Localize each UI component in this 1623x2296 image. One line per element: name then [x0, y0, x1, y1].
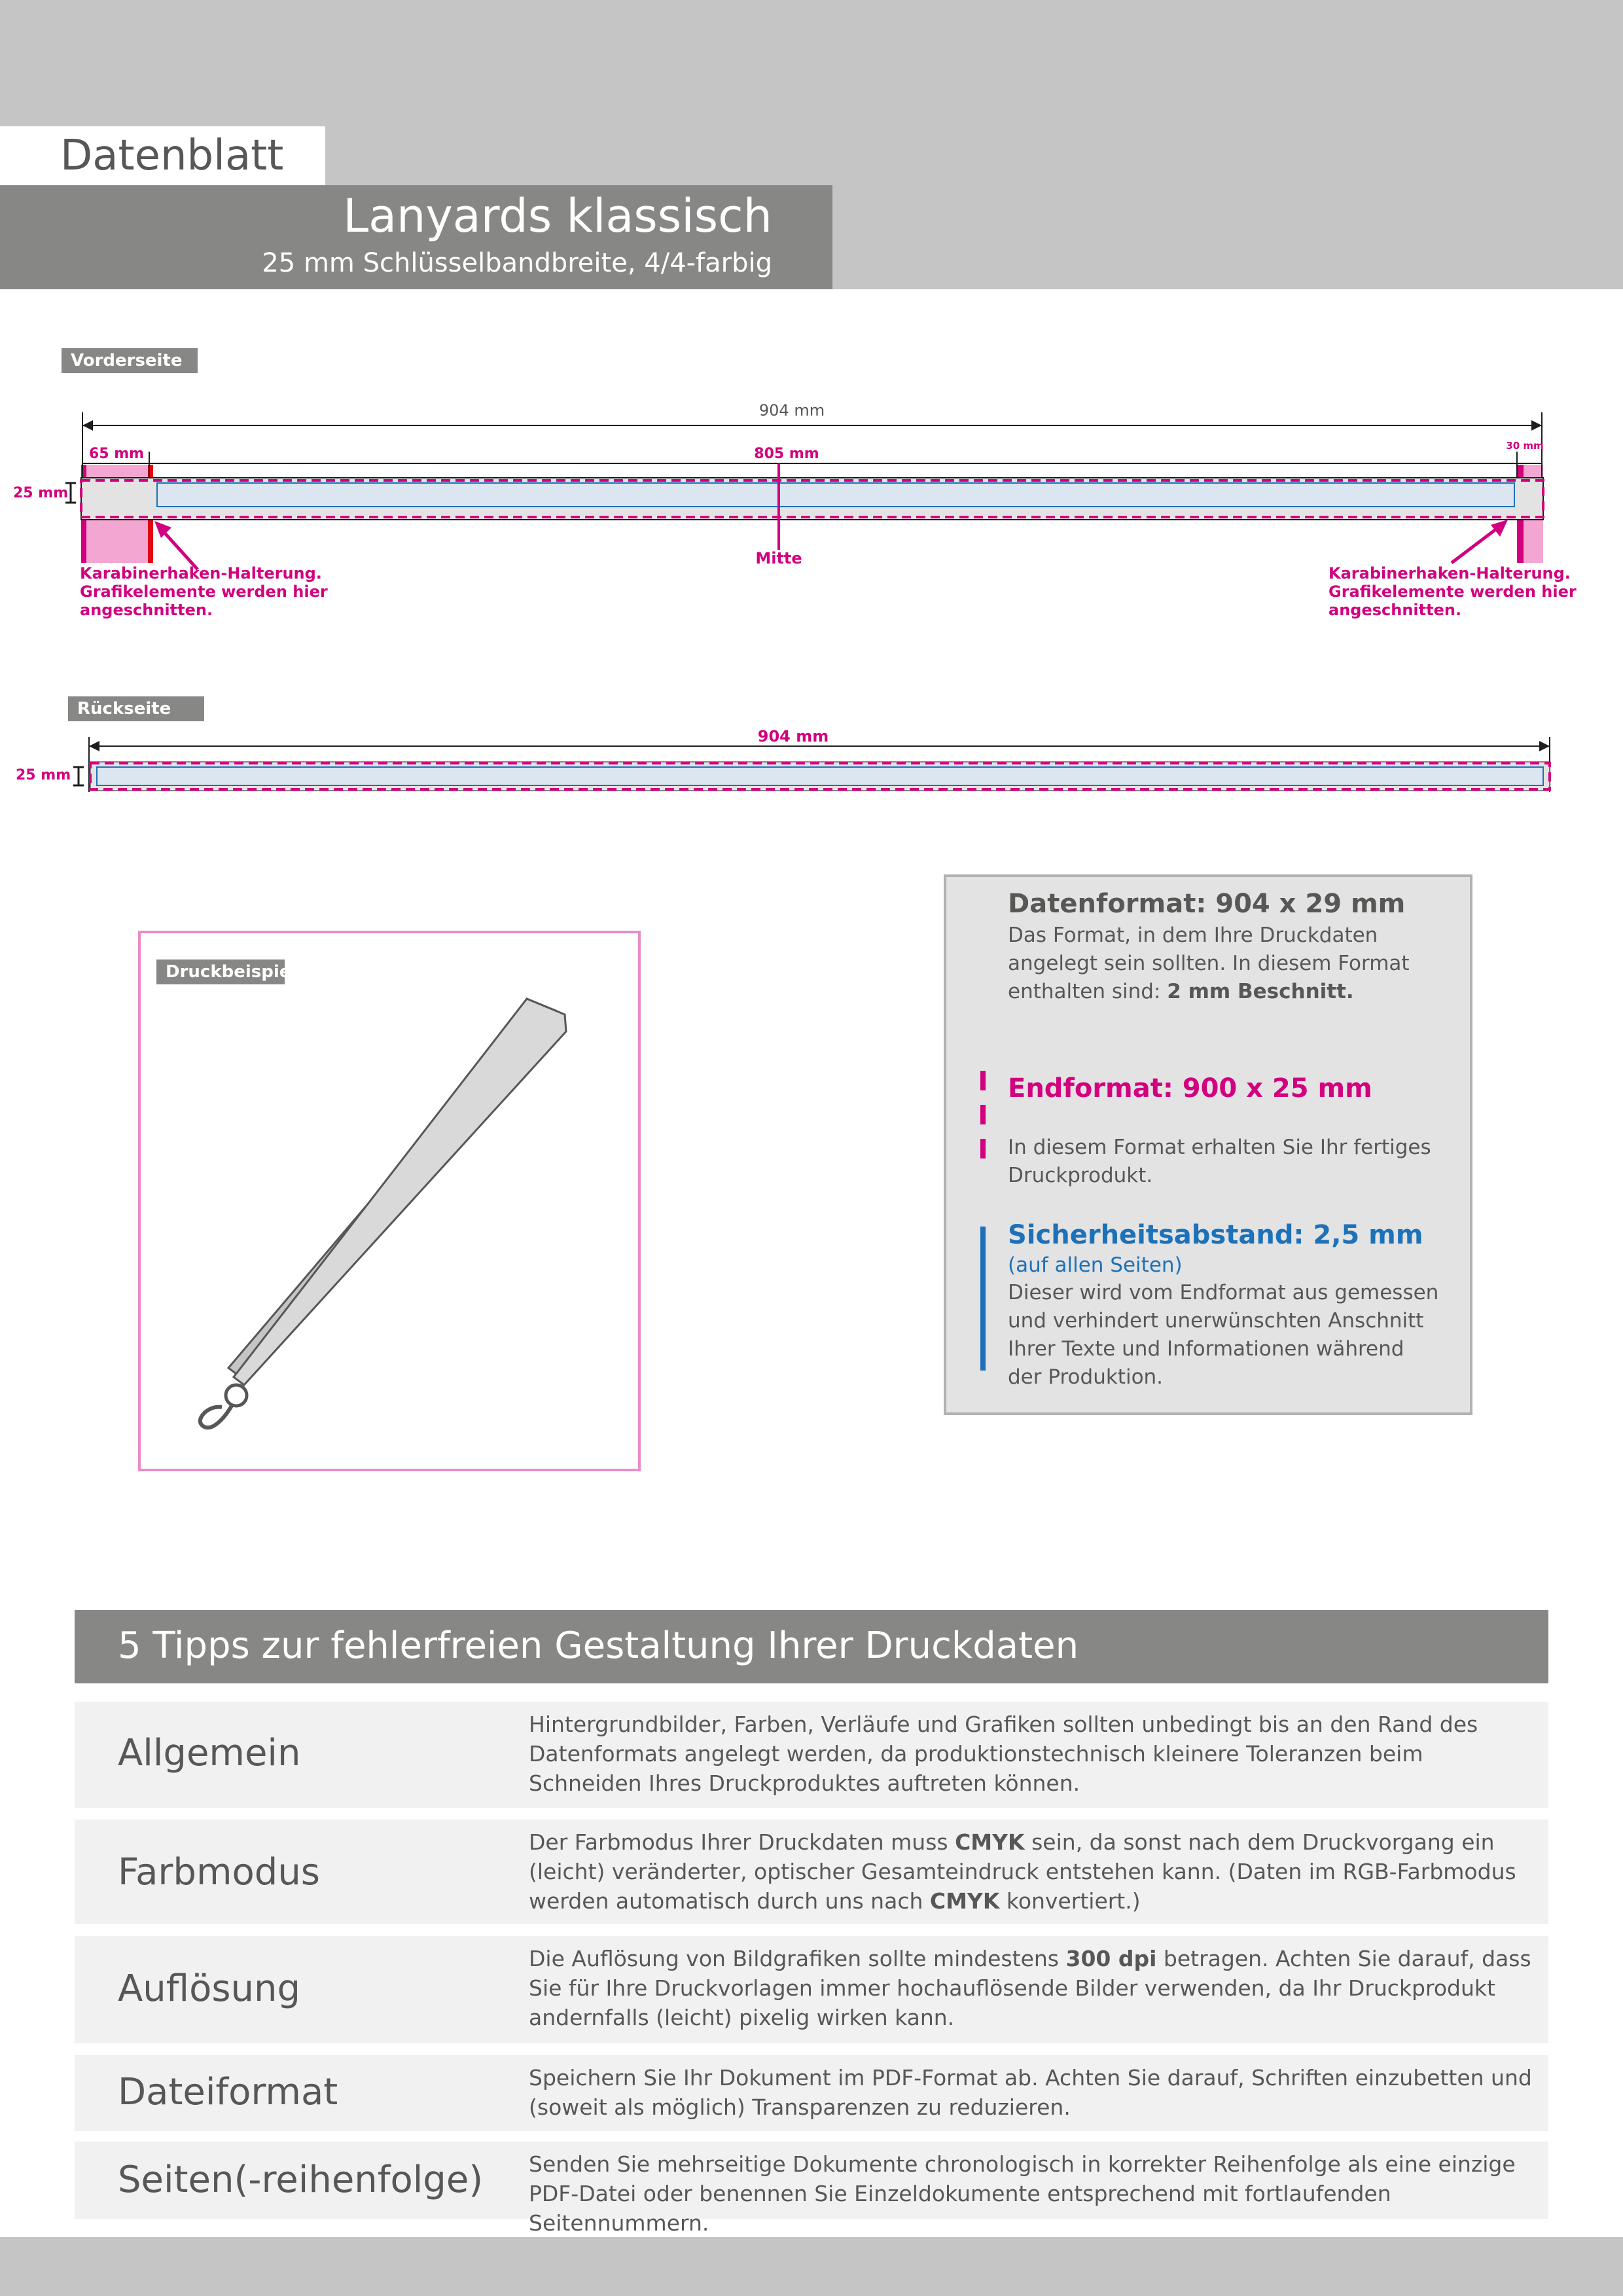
format-info-box [944, 874, 1472, 1415]
tip-text [529, 2063, 1537, 2122]
safety-text: Dieser wird vom Endformat aus gemessen und verhindert unerwünschten Anschnitt Ihrer Texte und Informationen während der Produktion. [1008, 1281, 1439, 1389]
data-format-bold: 2 mm Beschnitt. [1167, 980, 1354, 1003]
tip-text-bold: CMYK [929, 1888, 1000, 1914]
tip-text [529, 2149, 1537, 2238]
tip-key: Allgemein [118, 1732, 301, 1774]
tip-text-bold: CMYK [955, 1829, 1025, 1855]
back-height-text: 25 mm [16, 767, 71, 783]
safety-subtitle: (auf allen Seiten) [1008, 1253, 1183, 1277]
front-side-label: Vorderseite [62, 348, 198, 373]
tip-key: Auflösung [118, 1967, 301, 2010]
arrow-up-right-icon [1491, 520, 1508, 537]
center-marker-text: Mitte [755, 549, 802, 567]
tip-text-bold: 300 dpi [1065, 1946, 1157, 1971]
tips-heading-bar [75, 1610, 1548, 1683]
front-right-zone-text: 30 mm [1506, 440, 1544, 452]
tip-row-aufloesung [75, 1936, 1548, 2043]
arrow-right-icon [1531, 420, 1542, 431]
left-note-arrow [161, 529, 198, 569]
doc-type-label: Datenblatt [60, 132, 284, 180]
tip-text-part: Hintergrundbilder, Farben, Verläufe und Grafiken sollten unbedingt bis an den Rand des Datenformats angelegt werden, da produktionstechnisch kleinere Toleranzen beim Schneiden Ihres Druckproduktes auftreten können. [529, 1712, 1478, 1796]
end-format-title: Endformat: 900 x 25 mm [1008, 1073, 1372, 1103]
tip-text-part: Der Farbmodus Ihrer Druckdaten muss [529, 1829, 955, 1855]
right-note-line-2: Grafikelemente werden hier [1329, 583, 1577, 601]
tip-row-seiten [75, 2142, 1548, 2236]
lanyard-strap-front [234, 999, 566, 1385]
arrow-right-icon [1539, 741, 1550, 751]
end-format-text: In diesem Format erhalten Sie Ihr fertiges Druckprodukt. [1008, 1136, 1431, 1187]
tip-text-part: konvertiert.) [999, 1888, 1141, 1914]
left-clip-note [80, 564, 328, 619]
right-note-line-1: Karabinerhaken-Halterung. [1329, 564, 1571, 583]
back-safety-area [97, 767, 1543, 785]
tips-heading: 5 Tipps zur fehlerfreien Gestaltung Ihrer Druckdaten [118, 1624, 1079, 1667]
tip-text-part: sein, da sonst nach dem Druckvorgang ein (leicht) veränderter, optischer Gesamteindruck entstehen kann. (Daten im RGB-Farbmodus werden automatisch durch uns nach [529, 1829, 1516, 1914]
left-note-line-2: Grafikelemente werden hier [80, 583, 328, 601]
front-left-zone-text: 65 mm [88, 446, 145, 462]
tip-text-part: Speichern Sie Ihr Dokument im PDF-Format ab. Achten Sie darauf, Schriften einzubetten und (soweit als möglich) Transparenzen zu reduzieren. [529, 2065, 1532, 2120]
end-format-dashed-marker [980, 1071, 986, 1172]
lanyard-hook [200, 1405, 232, 1427]
lanyard-ring [226, 1385, 247, 1406]
front-total-width-text: 904 mm [758, 401, 825, 420]
safety-marker [980, 1227, 986, 1371]
tip-text [529, 1827, 1537, 1916]
front-height-text: 25 mm [13, 485, 69, 501]
lanyard-illustration-icon [180, 986, 612, 1444]
print-example-label: Druckbeispiel [156, 960, 285, 984]
tip-key: Farbmodus [118, 1851, 320, 1893]
arrow-left-icon [89, 741, 99, 751]
tip-row-allgemein [75, 1702, 1548, 1808]
tip-key: Dateiformat [118, 2071, 338, 2113]
right-clip-note [1329, 564, 1577, 619]
tip-text [529, 1944, 1537, 2032]
data-format-title: Datenformat: 904 x 29 mm [1008, 889, 1406, 919]
right-note-line-3: angeschnitten. [1329, 601, 1462, 619]
tip-row-farbmodus [75, 1820, 1548, 1924]
safety-title: Sicherheitsabstand: 2,5 mm [1008, 1220, 1423, 1250]
print-example-box [138, 931, 641, 1471]
footer-band [0, 2237, 1623, 2296]
back-side-label: Rückseite [68, 696, 204, 721]
tip-key: Seiten(-reihenfolge) [118, 2159, 484, 2201]
left-note-line-3: angeschnitten. [80, 601, 213, 619]
right-note-arrow [1452, 526, 1500, 563]
back-diagram [0, 720, 1623, 805]
left-note-line-1: Karabinerhaken-Halterung. [80, 564, 322, 583]
front-center-width-text: 805 mm [754, 446, 819, 462]
page-subtitle: 25 mm Schlüsselbandbreite, 4/4-farbig [262, 248, 772, 278]
page-title: Lanyards klassisch [343, 189, 772, 243]
tip-text-part: Senden Sie mehrseitige Dokumente chronologisch in korrekter Reihenfolge als eine einzige PDF-Datei oder benennen Sie Einzeldokumente entsprechend mit fortlaufenden Seitennummern. [529, 2151, 1516, 2236]
title-bar [0, 185, 832, 289]
back-total-width-text: 904 mm [757, 727, 829, 745]
front-safety-area [157, 483, 1514, 507]
arrow-left-icon [82, 420, 93, 431]
tip-text [529, 1710, 1537, 1798]
tip-text-part: Die Auflösung von Bildgrafiken sollte mindestens [529, 1946, 1066, 1971]
tip-text-part: betragen. Achten Sie darauf, dass Sie für Ihre Druckvorlagen immer hochauflösende Bilder verwenden, da Ihr Druckprodukt andernfalls (leicht) pixelig wirken kann. [529, 1946, 1531, 2030]
tip-row-dateiformat [75, 2055, 1548, 2131]
data-format-body: Das Format, in dem Ihre Druckdaten angelegt sein sollten. In diesem Format enthalten sind: [1008, 924, 1410, 1003]
data-format-text [1008, 922, 1440, 1006]
datenblatt-tab [0, 126, 325, 185]
